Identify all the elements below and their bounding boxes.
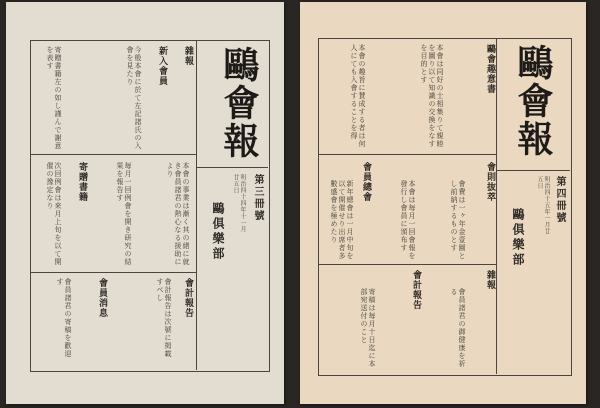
masthead-divider xyxy=(496,170,570,171)
issue-number: 第四冊號 xyxy=(554,176,565,224)
body-text: 次回例會は來月上旬を以て開催の豫定なり xyxy=(46,162,62,266)
section-heading: 新入會員 xyxy=(157,46,167,86)
body-text: 本會の事業は漸く其の緒に就き會員諸君の熱心なる援助により xyxy=(166,162,190,266)
publication-date: 明治四十五年一月廿五日 xyxy=(536,176,550,235)
body-text: 會員諸君の寄稿を歡迎す xyxy=(56,278,72,358)
section-heading: 會則抜萃 xyxy=(485,162,495,202)
section-heading: 會計報告 xyxy=(183,278,193,318)
section-heading: 雜報 xyxy=(183,46,193,66)
section-divider xyxy=(30,154,196,155)
body-text: 新年總會は一月中旬を以て開催せり出席者多數盛會を極めたり xyxy=(330,180,354,260)
body-text: 今般本會に於て左記諸氏の入會を見たり xyxy=(126,46,142,150)
masthead-title: 鷗會報 xyxy=(512,44,554,158)
body-text: 會費は一ヶ年金壹圓とし前納するものとす xyxy=(450,180,466,260)
body-text: 會員諸君の御健康を祈る xyxy=(450,288,466,368)
section-divider xyxy=(318,264,496,265)
publication-date: 明治四十四年十一月廿五日 xyxy=(232,174,246,233)
publisher-name: 鷗俱樂部 xyxy=(211,202,225,262)
section-heading: 會計報告 xyxy=(411,270,421,310)
section-heading: 會員總會 xyxy=(361,162,371,202)
section-heading: 寄贈書籍 xyxy=(77,162,87,202)
issue-number: 第三冊號 xyxy=(252,174,263,222)
section-heading: 雜報 xyxy=(485,270,495,290)
newsletter-page-issue-3 xyxy=(6,2,284,404)
body-text: 本會の趣旨に賛成する者は何人にても入會することを得 xyxy=(350,44,366,148)
masthead-title: 鷗會報 xyxy=(218,46,260,160)
body-text: 會計報告は次號に掲載すべし xyxy=(156,278,172,358)
body-text: 寄稿は毎月十日迄に本部宛送付のこと xyxy=(360,288,376,368)
section-divider xyxy=(318,154,496,155)
publisher-name: 鷗俱樂部 xyxy=(511,208,525,268)
newsletter-page-issue-4 xyxy=(300,2,586,404)
section-divider xyxy=(30,272,196,273)
column-divider xyxy=(196,40,197,370)
body-text: 本會は毎月一回會報を發行し會員に頒布す xyxy=(400,180,416,260)
section-heading: 會員消息 xyxy=(97,278,107,318)
masthead-divider xyxy=(196,167,268,168)
body-text: 毎月一回例會を開き研究の結果を報告す xyxy=(116,162,132,266)
body-text: 寄贈書籍左の如し謹んで謝意を表す xyxy=(46,46,62,150)
body-text: 本會は同好の士相集りて親睦を圖り以て知識の交換をなすを目的とす xyxy=(420,44,444,148)
section-heading: 鷗會趣意書 xyxy=(485,44,495,94)
